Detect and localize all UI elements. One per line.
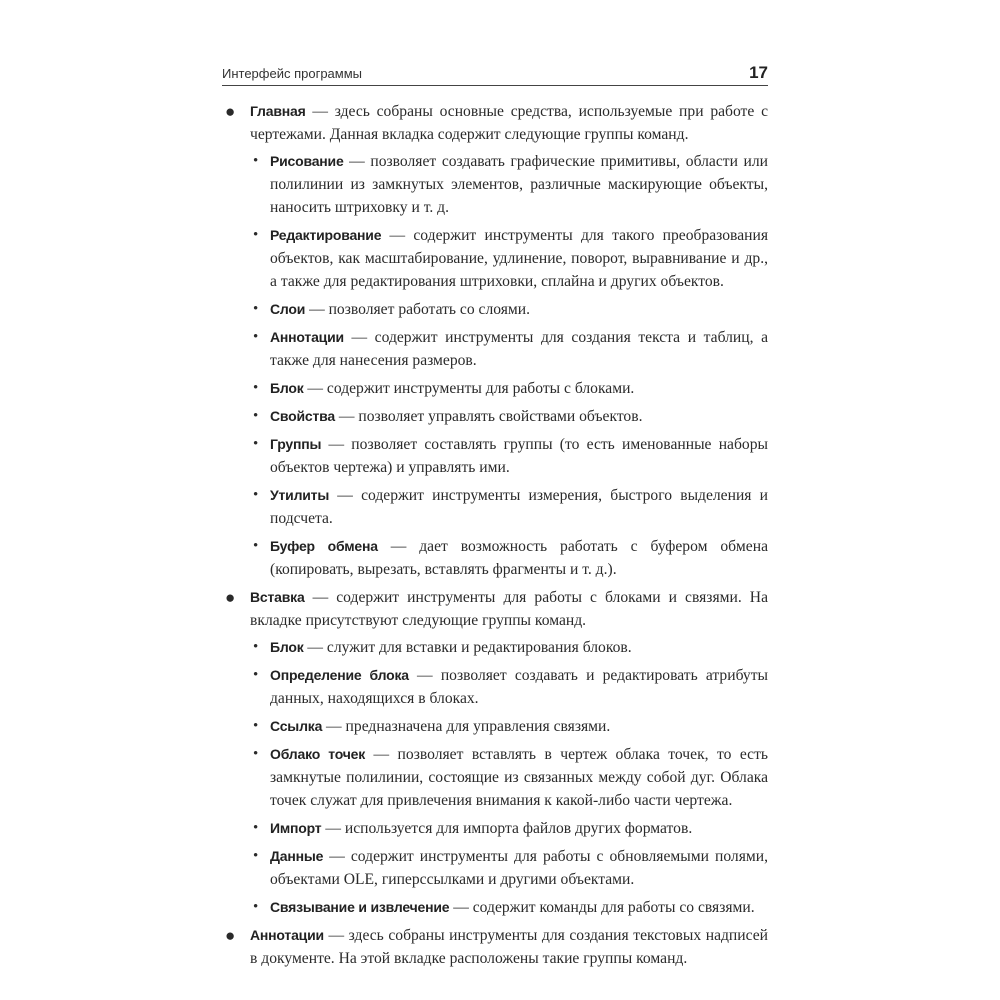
sub-list-item	[250, 224, 768, 293]
bullet-icon: •	[253, 899, 259, 915]
item-term: Утилиты	[270, 487, 330, 503]
sub-list-item	[250, 845, 768, 891]
item-term: Главная	[250, 103, 306, 119]
list-item	[222, 924, 768, 970]
bullet-icon: •	[253, 639, 259, 655]
running-title: Интерфейс программы	[222, 66, 363, 81]
page-header	[222, 63, 768, 86]
item-text: — служит для вставки и редактирования блоков.	[303, 639, 632, 656]
main-list	[222, 100, 768, 970]
item-text: — содержит инструменты для работы с блоками и связями. На вкладке присутствуют следующие группы команд.	[250, 589, 768, 629]
sub-list	[250, 150, 768, 581]
item-text: — содержит инструменты для такого преобразования объектов, как масштабирование, удлинение, поворот, выравнивание и др., а также для редактирования штриховки, сплайна и других объектов.	[270, 227, 768, 290]
list-item	[222, 586, 768, 919]
bullet-icon: •	[253, 153, 259, 169]
item-text: — позволяет вставлять в чертеж облака точек, то есть замкнутые полилинии, состоящие из связанных между собой дуг. Облака точек служат для привлечения внимания к какой-либо части чертежа.	[270, 746, 768, 809]
item-text: — используется для импорта файлов других форматов.	[321, 820, 693, 837]
item-text: — содержит инструменты для работы с обновляемыми полями, объектами OLE, гиперссылками и другими объектами.	[270, 848, 768, 888]
item-text: — здесь собраны инструменты для создания текстовых надписей в документе. На этой вкладке расположены такие группы команд.	[250, 927, 768, 967]
item-text: — здесь собраны основные средства, используемые при работе с чертежами. Данная вкладка содержит следующие группы команд.	[250, 103, 768, 143]
sub-list-item	[250, 664, 768, 710]
sub-list-item	[250, 817, 768, 840]
bullet-icon: •	[253, 848, 259, 864]
item-term: Аннотации	[270, 329, 344, 345]
sub-list-item	[250, 298, 768, 321]
item-term: Свойства	[270, 408, 335, 424]
sub-list-item	[250, 715, 768, 738]
item-text: — позволяет составлять группы (то есть именованные наборы объектов чертежа) и управлять ими.	[270, 436, 768, 476]
item-term: Данные	[270, 848, 324, 864]
item-term: Блок	[270, 639, 304, 655]
sub-list-item	[250, 535, 768, 581]
item-text: — дает возможность работать с буфером обмена (копировать, вырезать, вставлять фрагменты и т. д.).	[270, 538, 768, 578]
item-term: Определение блока	[270, 667, 409, 683]
list-item	[222, 100, 768, 581]
item-text: — позволяет управлять свойствами объектов.	[334, 408, 643, 425]
item-term: Облако точек	[270, 746, 366, 762]
bullet-icon: ●	[225, 102, 236, 121]
bullet-icon: •	[253, 329, 259, 345]
item-text: — содержит команды для работы со связями.	[449, 899, 755, 916]
item-term: Буфер обмена	[270, 538, 378, 554]
bullet-icon: ●	[225, 926, 236, 945]
item-term: Аннотации	[250, 927, 324, 943]
sub-list-item	[250, 377, 768, 400]
bullet-icon: •	[253, 301, 259, 317]
bullet-icon: •	[253, 436, 259, 452]
sub-list-item	[250, 150, 768, 219]
item-term: Рисование	[270, 153, 344, 169]
sub-list-item	[250, 433, 768, 479]
bullet-icon: •	[253, 667, 259, 683]
item-text: — содержит инструменты для создания текста и таблиц, а также для нанесения размеров.	[270, 329, 768, 369]
bullet-icon: •	[253, 227, 259, 243]
sub-list-item	[250, 636, 768, 659]
item-text: — содержит инструменты измерения, быстрого выделения и подсчета.	[270, 487, 768, 527]
page-number: 17	[749, 63, 768, 82]
item-text: — предназначена для управления связями.	[322, 718, 611, 735]
bullet-icon: •	[253, 538, 259, 554]
item-term: Редактирование	[270, 227, 382, 243]
bullet-icon: •	[253, 746, 259, 762]
item-term: Ссылка	[270, 718, 323, 734]
page-body	[222, 100, 768, 974]
item-term: Вставка	[250, 589, 305, 605]
sub-list	[250, 636, 768, 919]
bullet-icon: ●	[225, 588, 236, 607]
item-text: — позволяет создавать графические примитивы, области или полилинии из замкнутых элементов, различные маскирующие объекты, наносить штриховку и т. д.	[270, 153, 768, 216]
sub-list-item	[250, 484, 768, 530]
bullet-icon: •	[253, 408, 259, 424]
sub-list-item	[250, 405, 768, 428]
item-text: — позволяет работать со слоями.	[305, 301, 531, 318]
sub-list-item	[250, 743, 768, 812]
sub-list-item	[250, 896, 768, 919]
bullet-icon: •	[253, 820, 259, 836]
bullet-icon: •	[253, 380, 259, 396]
item-term: Связывание и извлечение	[270, 899, 450, 915]
item-text: — содержит инструменты для работы с блоками.	[303, 380, 635, 397]
item-term: Блок	[270, 380, 304, 396]
bullet-icon: •	[253, 487, 259, 503]
bullet-icon: •	[253, 718, 259, 734]
item-term: Импорт	[270, 820, 322, 836]
item-term: Слои	[270, 301, 306, 317]
sub-list-item	[250, 326, 768, 372]
item-text: — позволяет создавать и редактировать атрибуты данных, находящихся в блоках.	[270, 667, 768, 707]
item-term: Группы	[270, 436, 322, 452]
